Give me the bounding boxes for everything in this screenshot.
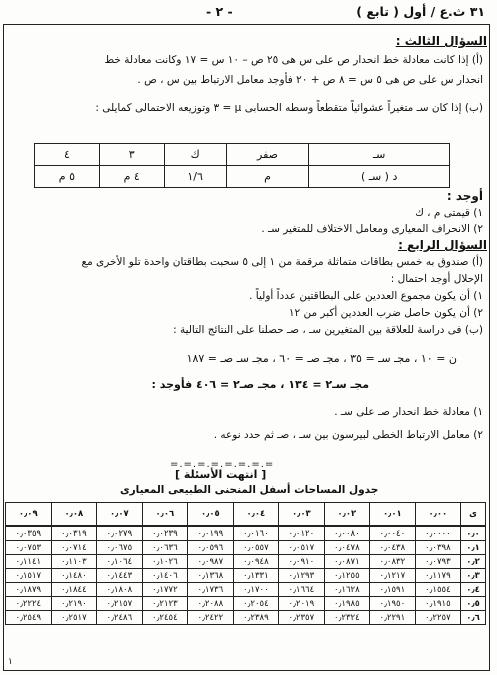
area-cell: ٠٫٢٢٩١ <box>370 611 416 625</box>
area-cell: ٠٫١٧٣٦ <box>188 583 234 597</box>
area-cell: ٠٫٠٢٣٩ <box>142 526 188 541</box>
area-cell: ٠٫١١٧٩ <box>415 569 461 583</box>
area-cell: ٠٫٠٠٠٠ <box>415 526 461 541</box>
page-number: ١ <box>8 657 13 667</box>
q3-b-line1: (ب) إذا كان سـ متغيراً عشوائياً متقطعاً وسطه الحسابى µ = ٣ وتوزيعه الاحتمالى كمايلى : <box>95 102 483 114</box>
area-cell: ٠٫١٨٠٨ <box>97 583 143 597</box>
z-value-cell: ٠٫٥ <box>461 597 486 611</box>
area-cell: ٠٫١٢٩٣ <box>279 569 325 583</box>
area-cell: ٠٫١٢١٧ <box>370 569 416 583</box>
area-cell: ٠٫٢٢٢٤ <box>6 597 52 611</box>
distribution-row <box>35 166 450 188</box>
table-row <box>6 611 486 625</box>
area-cell: ٠٫٠١٩٩ <box>188 526 234 541</box>
area-cell: ٠٫٠٨٣٢ <box>370 555 416 569</box>
area-cell: ٠٫١٩١٥ <box>415 597 461 611</box>
distribution-cell: م <box>226 166 309 188</box>
area-cell: ٠٫٢٣٨٩ <box>233 611 279 625</box>
distribution-cell: ٥ م <box>35 166 100 188</box>
area-cell: ٠٫١٦٢٨ <box>324 583 370 597</box>
area-cell: ٠٫١٤٤٣ <box>97 569 143 583</box>
area-cell: ٠٫٠٣٩٨ <box>415 541 461 555</box>
area-cell: ٠٫٠٩١٠ <box>279 555 325 569</box>
table-row <box>6 541 486 555</box>
q3-a-line1: (أ) إذا كانت معادلة خط انحدار ص على س هى ٢٥ ص – ١٠ س = ١٧ وكانت معادلة خط <box>104 54 483 66</box>
q4-equation-line2: مجـ سـ٢ = ١٣٤ ، مجـ صـ٢ = ٤٠٦ فأوجد : <box>151 378 369 391</box>
table-row <box>6 597 486 611</box>
exam-code: ٣١ ث.ع / أول ( تابع ) <box>356 4 485 19</box>
area-cell: ٠٫١٧٧٢ <box>142 583 188 597</box>
area-cell: ٠٫١٥٥٤ <box>415 583 461 597</box>
table-row <box>6 569 486 583</box>
page-header <box>6 2 491 22</box>
separator-line: =.=.=.=.=.=.=.= <box>170 459 275 470</box>
q4-a-line1: (أ) صندوق به خمس بطاقات متماثلة مرقمة من ١ إلى ٥ سحبت بطاقتان واحدة تلو الأخرى مع <box>81 256 483 268</box>
area-cell: ٠٫٠٠٨٠ <box>324 526 370 541</box>
area-cell: ٠٫٢٢٥٧ <box>415 611 461 625</box>
area-cell: ٠٫١٤٨٠ <box>51 569 97 583</box>
normal-table-header-cell: ٠٫٠٠ <box>415 503 461 527</box>
q4-title: السؤال الرابع : <box>398 238 487 252</box>
q3-a-line2: انحدار س على ص هى ٥ س = ٨ ص + ٢٠ فأوجد معامل الارتباط بين س ، ص . <box>137 74 483 86</box>
z-value-cell: ٠٫٣ <box>461 569 486 583</box>
end-of-questions: [ انتهت الأسئلة ] <box>175 468 267 481</box>
normal-table-header-cell: ٠٫٠٣ <box>279 503 325 527</box>
area-cell: ٠٫٠٦٣٦ <box>142 541 188 555</box>
q3-find-item1: ١) قيمتى م ، ك <box>415 207 483 219</box>
area-cell: ٠٫٢٣٢٤ <box>324 611 370 625</box>
area-cell: ٠٫٢٥٤٩ <box>6 611 52 625</box>
q4-b-item2: ٢) معامل الارتباط الخطى لبيرسون بين سـ ، صـ ثم حدد نوعه . <box>213 429 483 441</box>
area-cell: ٠٫٢٠٥٤ <box>233 597 279 611</box>
q4-a-item2: ٢) أن يكون حاصل ضرب العددين أكبر من ١٢ <box>288 307 483 319</box>
area-cell: ٠٫١٨٤٤ <box>51 583 97 597</box>
area-cell: ٠٫٢١٢٣ <box>142 597 188 611</box>
q4-equation-line1: ن = ١٠ ، مجـ سـ = ٣٥ ، مجـ صـ = ٦٠ ، مجـ سـ صـ = ١٨٧ <box>186 352 457 365</box>
z-value-cell: ٠٫٠ <box>461 526 486 541</box>
area-cell: ٠٫٢٣٥٧ <box>279 611 325 625</box>
area-cell: ٠٫١١٤١ <box>6 555 52 569</box>
normal-table-header-cell: ٠٫٠٤ <box>233 503 279 527</box>
distribution-cell: ٤ <box>35 144 100 166</box>
normal-table-header-cell: ٠٫٠٥ <box>188 503 234 527</box>
area-cell: ٠٫١٠٢٦ <box>142 555 188 569</box>
area-cell: ٠٫١٦٦٤ <box>279 583 325 597</box>
q3-find-item2: ٢) الانحراف المعيارى ومعامل الاختلاف للمتغير سـ . <box>261 223 483 235</box>
area-cell: ٠٫١٢٥٥ <box>324 569 370 583</box>
area-cell: ٠٫٠٩٨٧ <box>188 555 234 569</box>
area-cell: ٠٫١٣٣١ <box>233 569 279 583</box>
normal-table-header-cell: ٠٫٠٧ <box>97 503 143 527</box>
distribution-cell: سـ <box>309 144 450 166</box>
page-marker: - ٢ - <box>206 4 233 19</box>
area-cell: ٠٫٠٥١٧ <box>279 541 325 555</box>
q3-title: السؤال الثالث : <box>395 34 487 48</box>
area-cell: ٠٫١٥١٧ <box>6 569 52 583</box>
area-cell: ٠٫٢١٥٧ <box>97 597 143 611</box>
area-cell: ٠٫٠٣١٩ <box>51 526 97 541</box>
normal-table-header-cell: ٠٫٠٩ <box>6 503 52 527</box>
distribution-cell: ٤ م <box>99 166 164 188</box>
normal-table-title: جدول المساحات أسفل المنحنى الطبيعى المعيارى <box>120 484 379 496</box>
area-cell: ٠٫٠٩٤٨ <box>233 555 279 569</box>
table-row <box>6 526 486 541</box>
area-cell: ٠٫١٠٦٤ <box>97 555 143 569</box>
area-cell: ٠٫١٤٠٦ <box>142 569 188 583</box>
probability-distribution-table <box>34 143 450 188</box>
area-cell: ٠٫٠٤٣٨ <box>370 541 416 555</box>
q4-a-line2: الإحلال أوجد احتمال : <box>390 273 483 285</box>
z-value-cell: ٠٫٦ <box>461 611 486 625</box>
area-cell: ٠٫١٧٠٠ <box>233 583 279 597</box>
area-cell: ٠٫٢٤٢٢ <box>188 611 234 625</box>
area-cell: ٠٫٠٦٧٥ <box>97 541 143 555</box>
distribution-cell: صفر <box>226 144 309 166</box>
area-cell: ٠٫١٩٥٠ <box>370 597 416 611</box>
q4-b-item1: ١) معادلة خط انحدار صـ على سـ . <box>334 406 483 418</box>
area-cell: ٠٫٠٤٧٨ <box>324 541 370 555</box>
area-cell: ٠٫١١٠٣ <box>51 555 97 569</box>
z-value-cell: ٠٫٢ <box>461 555 486 569</box>
area-cell: ٠٫٢٠٨٨ <box>188 597 234 611</box>
z-value-cell: ٠٫٤ <box>461 583 486 597</box>
area-cell: ٠٫٠٥٩٦ <box>188 541 234 555</box>
area-cell: ٠٫٠٧٥٣ <box>6 541 52 555</box>
normal-table-header-cell: ى <box>461 503 486 527</box>
area-cell: ٠٫٢٤٥٤ <box>142 611 188 625</box>
area-cell: ٠٫٠٠٤٠ <box>370 526 416 541</box>
distribution-cell: ١/٦ <box>164 166 226 188</box>
area-cell: ٠٫١٣٦٨ <box>188 569 234 583</box>
q4-a-item1: ١) أن يكون مجموع العددين على البطاقتين عدداً أولياً . <box>249 290 483 302</box>
normal-table-header-cell: ٠٫٠٦ <box>142 503 188 527</box>
distribution-row <box>35 144 450 166</box>
normal-table-header-cell: ٠٫٠٨ <box>51 503 97 527</box>
area-cell: ٠٫١٥٩١ <box>370 583 416 597</box>
area-cell: ٠٫٠٢٧٩ <box>97 526 143 541</box>
area-cell: ٠٫٠٧١٤ <box>51 541 97 555</box>
area-cell: ٠٫٢١٩٠ <box>51 597 97 611</box>
distribution-cell: ك <box>164 144 226 166</box>
area-cell: ٠٫٠١٢٠ <box>279 526 325 541</box>
standard-normal-table <box>5 502 486 625</box>
distribution-cell: د ( سـ ) <box>309 166 450 188</box>
distribution-cell: ٣ <box>99 144 164 166</box>
normal-table-header-cell: ٠٫٠١ <box>370 503 416 527</box>
area-cell: ٠٫٢٥١٧ <box>51 611 97 625</box>
area-cell: ٠٫٠٨٧١ <box>324 555 370 569</box>
normal-table-header-cell: ٠٫٠٢ <box>324 503 370 527</box>
area-cell: ٠٫١٨٧٩ <box>6 583 52 597</box>
table-row <box>6 555 486 569</box>
area-cell: ٠٫٠٧٩٣ <box>415 555 461 569</box>
area-cell: ٠٫٠١٦٠ <box>233 526 279 541</box>
area-cell: ٠٫٢٤٨٦ <box>97 611 143 625</box>
q3-find-label: أوجد : <box>446 189 483 203</box>
table-row <box>6 583 486 597</box>
q4-b-line1: (ب) فى دراسة للعلاقة بين المتغيرين سـ ، صـ حصلنا على النتائج التالية : <box>173 324 483 336</box>
area-cell: ٠٫٠٣٥٩ <box>6 526 52 541</box>
area-cell: ٠٫١٩٨٥ <box>324 597 370 611</box>
area-cell: ٠٫٠٥٥٧ <box>233 541 279 555</box>
z-value-cell: ٠٫١ <box>461 541 486 555</box>
area-cell: ٠٫٢٠١٩ <box>279 597 325 611</box>
